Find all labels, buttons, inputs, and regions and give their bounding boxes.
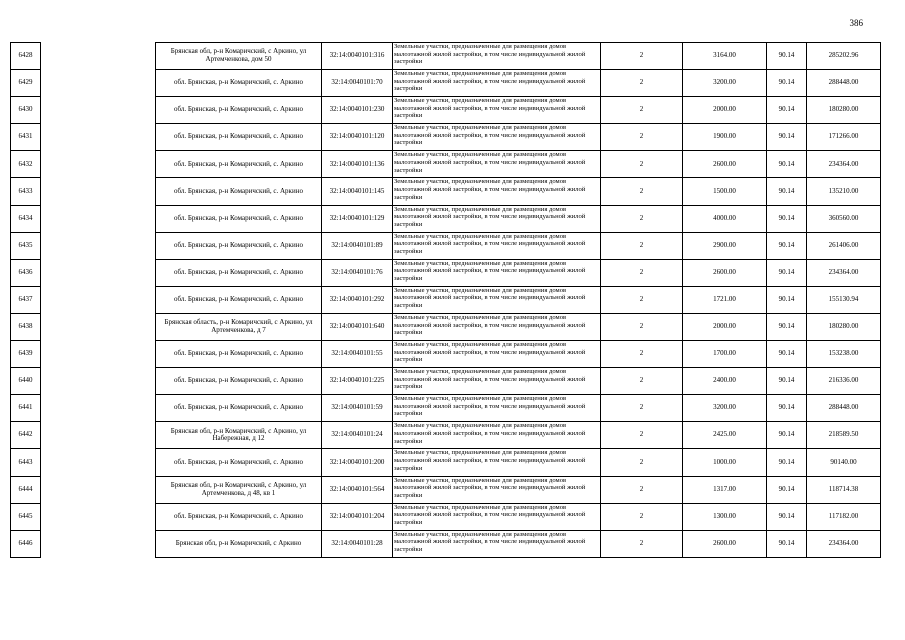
address-cell: обл. Брянская, р-н Комаричский, с. Аркино xyxy=(156,70,322,97)
row-number-cell: 6428 xyxy=(11,43,41,70)
address-cell: обл. Брянская, р-н Комаричский, с. Аркино xyxy=(156,395,322,422)
specific-value-cell: 90.14 xyxy=(767,124,807,151)
permitted-use-cell: Земельные участки, предназначенные для размещения домов малоэтажной жилой застройки, в том числе индивидуальной жилой застройки xyxy=(393,70,601,97)
cadastral-number-cell: 32:14:0040101:145 xyxy=(322,178,393,205)
permitted-use-cell: Земельные участки, предназначенные для размещения домов малоэтажной жилой застройки, в том числе индивидуальной жилой застройки xyxy=(393,368,601,395)
permitted-use-cell: Земельные участки, предназначенные для размещения домов малоэтажной жилой застройки, в том числе индивидуальной жилой застройки xyxy=(393,341,601,368)
area-cell: 3200.00 xyxy=(683,70,767,97)
empty-cell xyxy=(41,503,156,530)
table-row xyxy=(11,259,881,286)
specific-value-cell: 90.14 xyxy=(767,259,807,286)
category-cell: 2 xyxy=(601,476,683,503)
permitted-use-cell: Земельные участки, предназначенные для размещения домов малоэтажной жилой застройки, в том числе индивидуальной жилой застройки xyxy=(393,422,601,449)
permitted-use-cell: Земельные участки, предназначенные для размещения домов малоэтажной жилой застройки, в том числе индивидуальной жилой застройки xyxy=(393,178,601,205)
empty-cell xyxy=(41,530,156,557)
cadastral-number-cell: 32:14:0040101:55 xyxy=(322,341,393,368)
address-cell: обл. Брянская, р-н Комаричский, с. Аркино xyxy=(156,449,322,476)
permitted-use-cell: Земельные участки, предназначенные для размещения домов малоэтажной жилой застройки, в том числе индивидуальной жилой застройки xyxy=(393,449,601,476)
cadastral-value-cell: 90140.00 xyxy=(807,449,881,476)
empty-cell xyxy=(41,286,156,313)
row-number-cell: 6445 xyxy=(11,503,41,530)
specific-value-cell: 90.14 xyxy=(767,503,807,530)
category-cell: 2 xyxy=(601,449,683,476)
table-row xyxy=(11,313,881,340)
specific-value-cell: 90.14 xyxy=(767,422,807,449)
cadastral-number-cell: 32:14:0040101:564 xyxy=(322,476,393,503)
table-row xyxy=(11,205,881,232)
permitted-use-cell: Земельные участки, предназначенные для размещения домов малоэтажной жилой застройки, в том числе индивидуальной жилой застройки xyxy=(393,503,601,530)
address-cell: Брянская обл, р-н Комаричский, с Аркино, ул Набережная, д 12 xyxy=(156,422,322,449)
cadastral-number-cell: 32:14:0040101:59 xyxy=(322,395,393,422)
permitted-use-cell: Земельные участки, предназначенные для размещения домов малоэтажной жилой застройки, в том числе индивидуальной жилой застройки xyxy=(393,124,601,151)
specific-value-cell: 90.14 xyxy=(767,70,807,97)
address-cell: обл. Брянская, р-н Комаричский, с. Аркино xyxy=(156,178,322,205)
area-cell: 3200.00 xyxy=(683,395,767,422)
empty-cell xyxy=(41,395,156,422)
table-row xyxy=(11,124,881,151)
cadastral-number-cell: 32:14:0040101:28 xyxy=(322,530,393,557)
permitted-use-cell: Земельные участки, предназначенные для размещения домов малоэтажной жилой застройки, в том числе индивидуальной жилой застройки xyxy=(393,286,601,313)
specific-value-cell: 90.14 xyxy=(767,97,807,124)
row-number-cell: 6443 xyxy=(11,449,41,476)
page-number: 386 xyxy=(849,18,863,28)
address-cell: обл. Брянская, р-н Комаричский, с. Аркино xyxy=(156,286,322,313)
specific-value-cell: 90.14 xyxy=(767,286,807,313)
cadastral-value-cell: 180280.00 xyxy=(807,97,881,124)
cadastral-value-cell: 285202.96 xyxy=(807,43,881,70)
row-number-cell: 6444 xyxy=(11,476,41,503)
cadastral-value-cell: 234364.00 xyxy=(807,259,881,286)
table-row xyxy=(11,43,881,70)
cadastral-value-cell: 155130.94 xyxy=(807,286,881,313)
empty-cell xyxy=(41,422,156,449)
empty-cell xyxy=(41,43,156,70)
permitted-use-cell: Земельные участки, предназначенные для размещения домов малоэтажной жилой застройки, в том числе индивидуальной жилой застройки xyxy=(393,476,601,503)
area-cell: 1317.00 xyxy=(683,476,767,503)
empty-cell xyxy=(41,313,156,340)
cadastral-number-cell: 32:14:0040101:204 xyxy=(322,503,393,530)
specific-value-cell: 90.14 xyxy=(767,476,807,503)
area-cell: 4000.00 xyxy=(683,205,767,232)
table-row xyxy=(11,449,881,476)
empty-cell xyxy=(41,368,156,395)
empty-cell xyxy=(41,476,156,503)
cadastral-number-cell: 32:14:0040101:24 xyxy=(322,422,393,449)
cadastral-number-cell: 32:14:0040101:292 xyxy=(322,286,393,313)
permitted-use-cell: Земельные участки, предназначенные для размещения домов малоэтажной жилой застройки, в том числе индивидуальной жилой застройки xyxy=(393,232,601,259)
address-cell: обл. Брянская, р-н Комаричский, с. Аркино xyxy=(156,368,322,395)
cadastral-value-cell: 288448.00 xyxy=(807,395,881,422)
empty-cell xyxy=(41,259,156,286)
cadastral-value-cell: 218589.50 xyxy=(807,422,881,449)
registry-sheet xyxy=(10,42,880,558)
specific-value-cell: 90.14 xyxy=(767,232,807,259)
row-number-cell: 6446 xyxy=(11,530,41,557)
row-number-cell: 6437 xyxy=(11,286,41,313)
area-cell: 2900.00 xyxy=(683,232,767,259)
row-number-cell: 6440 xyxy=(11,368,41,395)
permitted-use-cell: Земельные участки, предназначенные для размещения домов малоэтажной жилой застройки, в том числе индивидуальной жилой застройки xyxy=(393,395,601,422)
row-number-cell: 6435 xyxy=(11,232,41,259)
area-cell: 2600.00 xyxy=(683,259,767,286)
specific-value-cell: 90.14 xyxy=(767,449,807,476)
category-cell: 2 xyxy=(601,313,683,340)
cadastral-number-cell: 32:14:0040101:129 xyxy=(322,205,393,232)
category-cell: 2 xyxy=(601,368,683,395)
area-cell: 3164.00 xyxy=(683,43,767,70)
area-cell: 1500.00 xyxy=(683,178,767,205)
permitted-use-cell: Земельные участки, предназначенные для размещения домов малоэтажной жилой застройки, в том числе индивидуальной жилой застройки xyxy=(393,151,601,178)
category-cell: 2 xyxy=(601,259,683,286)
address-cell: Брянская обл, р-н Комаричский, с Аркино xyxy=(156,530,322,557)
cadastral-number-cell: 32:14:0040101:200 xyxy=(322,449,393,476)
table-row xyxy=(11,395,881,422)
row-number-cell: 6433 xyxy=(11,178,41,205)
category-cell: 2 xyxy=(601,43,683,70)
category-cell: 2 xyxy=(601,530,683,557)
specific-value-cell: 90.14 xyxy=(767,205,807,232)
area-cell: 1900.00 xyxy=(683,124,767,151)
area-cell: 2600.00 xyxy=(683,151,767,178)
specific-value-cell: 90.14 xyxy=(767,151,807,178)
row-number-cell: 6438 xyxy=(11,313,41,340)
address-cell: Брянская обл, р-н Комаричский, с Аркино, ул Артемченкова, д 48, кв 1 xyxy=(156,476,322,503)
specific-value-cell: 90.14 xyxy=(767,368,807,395)
category-cell: 2 xyxy=(601,70,683,97)
row-number-cell: 6441 xyxy=(11,395,41,422)
row-number-cell: 6430 xyxy=(11,97,41,124)
cadastral-number-cell: 32:14:0040101:136 xyxy=(322,151,393,178)
cadastral-value-cell: 180280.00 xyxy=(807,313,881,340)
land-plots-table xyxy=(10,42,881,558)
empty-cell xyxy=(41,341,156,368)
area-cell: 1000.00 xyxy=(683,449,767,476)
category-cell: 2 xyxy=(601,151,683,178)
category-cell: 2 xyxy=(601,124,683,151)
empty-cell xyxy=(41,151,156,178)
row-number-cell: 6432 xyxy=(11,151,41,178)
specific-value-cell: 90.14 xyxy=(767,530,807,557)
address-cell: обл. Брянская, р-н Комаричский, с. Аркино xyxy=(156,97,322,124)
table-row xyxy=(11,530,881,557)
category-cell: 2 xyxy=(601,178,683,205)
cadastral-value-cell: 360560.00 xyxy=(807,205,881,232)
area-cell: 2400.00 xyxy=(683,368,767,395)
address-cell: обл. Брянская, р-н Комаричский, с. Аркино xyxy=(156,232,322,259)
table-row xyxy=(11,97,881,124)
cadastral-value-cell: 153238.00 xyxy=(807,341,881,368)
empty-cell xyxy=(41,449,156,476)
empty-cell xyxy=(41,178,156,205)
row-number-cell: 6434 xyxy=(11,205,41,232)
area-cell: 1700.00 xyxy=(683,341,767,368)
cadastral-value-cell: 118714.38 xyxy=(807,476,881,503)
category-cell: 2 xyxy=(601,232,683,259)
table-row xyxy=(11,232,881,259)
area-cell: 2000.00 xyxy=(683,97,767,124)
cadastral-value-cell: 234364.00 xyxy=(807,151,881,178)
table-body xyxy=(11,43,881,558)
cadastral-number-cell: 32:14:0040101:230 xyxy=(322,97,393,124)
address-cell: Брянская обл, р-н Комаричский, с Аркино, ул Артемченкова, дом 50 xyxy=(156,43,322,70)
row-number-cell: 6431 xyxy=(11,124,41,151)
permitted-use-cell: Земельные участки, предназначенные для размещения домов малоэтажной жилой застройки, в том числе индивидуальной жилой застройки xyxy=(393,259,601,286)
cadastral-value-cell: 117182.00 xyxy=(807,503,881,530)
category-cell: 2 xyxy=(601,422,683,449)
category-cell: 2 xyxy=(601,341,683,368)
permitted-use-cell: Земельные участки, предназначенные для размещения домов малоэтажной жилой застройки, в том числе индивидуальной жилой застройки xyxy=(393,313,601,340)
row-number-cell: 6442 xyxy=(11,422,41,449)
category-cell: 2 xyxy=(601,395,683,422)
empty-cell xyxy=(41,124,156,151)
area-cell: 2600.00 xyxy=(683,530,767,557)
address-cell: обл. Брянская, р-н Комаричский, с. Аркино xyxy=(156,503,322,530)
specific-value-cell: 90.14 xyxy=(767,43,807,70)
area-cell: 2000.00 xyxy=(683,313,767,340)
specific-value-cell: 90.14 xyxy=(767,313,807,340)
area-cell: 2425.00 xyxy=(683,422,767,449)
specific-value-cell: 90.14 xyxy=(767,178,807,205)
cadastral-number-cell: 32:14:0040101:640 xyxy=(322,313,393,340)
address-cell: обл. Брянская, р-н Комаричский, с. Аркино xyxy=(156,259,322,286)
permitted-use-cell: Земельные участки, предназначенные для размещения домов малоэтажной жилой застройки, в том числе индивидуальной жилой застройки xyxy=(393,43,601,70)
cadastral-value-cell: 216336.00 xyxy=(807,368,881,395)
address-cell: обл. Брянская, р-н Комаричский, с. Аркино xyxy=(156,341,322,368)
permitted-use-cell: Земельные участки, предназначенные для размещения домов малоэтажной жилой застройки, в том числе индивидуальной жилой застройки xyxy=(393,97,601,124)
cadastral-number-cell: 32:14:0040101:316 xyxy=(322,43,393,70)
address-cell: Брянская область, р-н Комаричский, с Аркино, ул Артемченкова, д 7 xyxy=(156,313,322,340)
category-cell: 2 xyxy=(601,205,683,232)
address-cell: обл. Брянская, р-н Комаричский, с. Аркино xyxy=(156,151,322,178)
category-cell: 2 xyxy=(601,286,683,313)
address-cell: обл. Брянская, р-н Комаричский, с. Аркино xyxy=(156,205,322,232)
cadastral-number-cell: 32:14:0040101:89 xyxy=(322,232,393,259)
table-row xyxy=(11,151,881,178)
area-cell: 1300.00 xyxy=(683,503,767,530)
empty-cell xyxy=(41,70,156,97)
row-number-cell: 6439 xyxy=(11,341,41,368)
cadastral-number-cell: 32:14:0040101:70 xyxy=(322,70,393,97)
table-row xyxy=(11,341,881,368)
cadastral-number-cell: 32:14:0040101:76 xyxy=(322,259,393,286)
cadastral-value-cell: 288448.00 xyxy=(807,70,881,97)
table-row xyxy=(11,503,881,530)
permitted-use-cell: Земельные участки, предназначенные для размещения домов малоэтажной жилой застройки, в том числе индивидуальной жилой застройки xyxy=(393,205,601,232)
table-row xyxy=(11,70,881,97)
table-row xyxy=(11,422,881,449)
specific-value-cell: 90.14 xyxy=(767,341,807,368)
table-row xyxy=(11,368,881,395)
permitted-use-cell: Земельные участки, предназначенные для размещения домов малоэтажной жилой застройки, в том числе индивидуальной жилой застройки xyxy=(393,530,601,557)
specific-value-cell: 90.14 xyxy=(767,395,807,422)
table-row xyxy=(11,286,881,313)
category-cell: 2 xyxy=(601,503,683,530)
cadastral-value-cell: 234364.00 xyxy=(807,530,881,557)
category-cell: 2 xyxy=(601,97,683,124)
area-cell: 1721.00 xyxy=(683,286,767,313)
empty-cell xyxy=(41,232,156,259)
table-row xyxy=(11,178,881,205)
table-row xyxy=(11,476,881,503)
empty-cell xyxy=(41,205,156,232)
cadastral-value-cell: 261406.00 xyxy=(807,232,881,259)
row-number-cell: 6436 xyxy=(11,259,41,286)
row-number-cell: 6429 xyxy=(11,70,41,97)
cadastral-number-cell: 32:14:0040101:120 xyxy=(322,124,393,151)
cadastral-value-cell: 135210.00 xyxy=(807,178,881,205)
empty-cell xyxy=(41,97,156,124)
address-cell: обл. Брянская, р-н Комаричский, с. Аркино xyxy=(156,124,322,151)
cadastral-number-cell: 32:14:0040101:225 xyxy=(322,368,393,395)
cadastral-value-cell: 171266.00 xyxy=(807,124,881,151)
